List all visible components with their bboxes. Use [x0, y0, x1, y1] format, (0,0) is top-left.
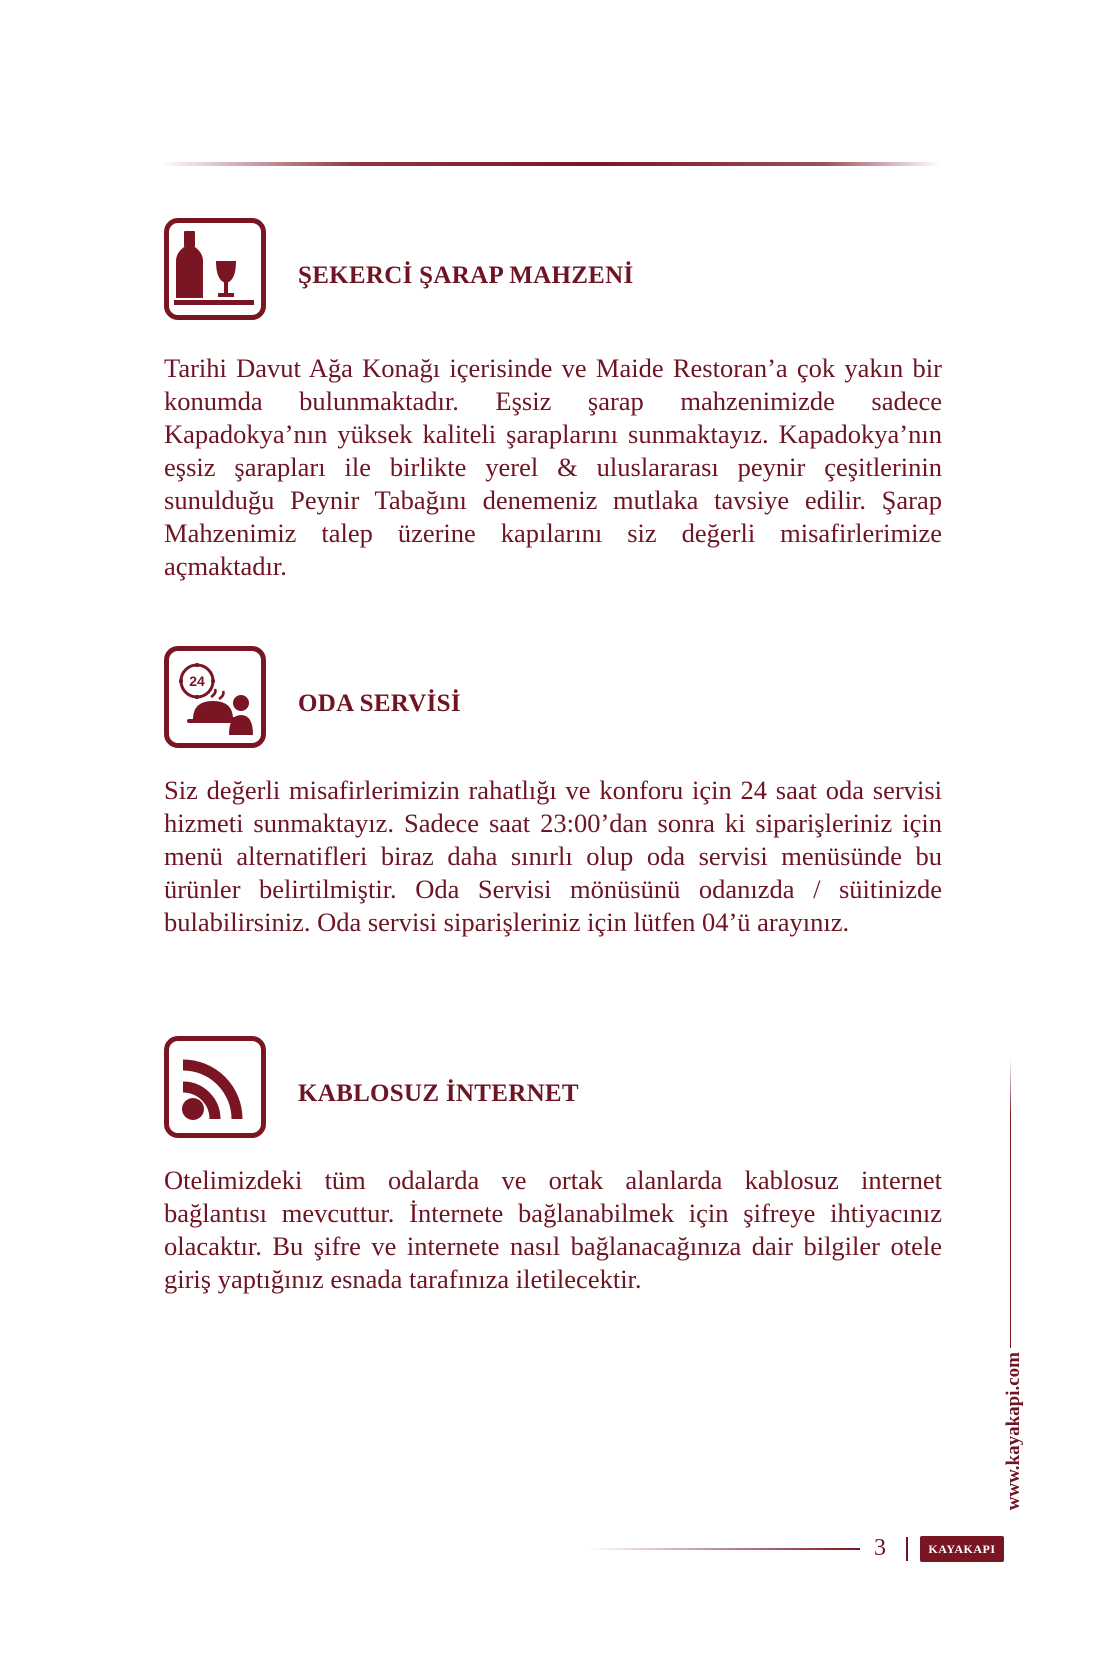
page-number-separator — [906, 1537, 908, 1561]
section-title: ODA SERVİSİ — [298, 690, 461, 717]
section-body: Otelimizdeki tüm odalarda ve ortak alanlarda kablosuz internet bağlantısı mevcuttur. İnternete bağlanabilmek için şifreye ihtiyacınız olacaktır. Bu şifre ve internete nasıl bağlanacağınıza dair bilgiler otele giriş yaptığınız esnada tarafınıza iletilecektir. — [164, 1165, 942, 1294]
service-hours-label: 24 — [189, 673, 205, 689]
section-title: ŞEKERCİ ŞARAP MAHZENİ — [298, 262, 634, 289]
section-body: Siz değerli misafirlerimizin rahatlığı ve konforu için 24 saat oda servisi hizmeti sunmaktayız. Sadece saat 23:00’dan sonra ki siparişleriniz için menü alternatifleri biraz daha sınırlı olup oda servisi menüsünde bu ürünler belirtilmiştir. Oda Servisi mönüsünü odanızda / süitinizde bulabilirsiniz. Oda servisi siparişleriniz için lütfen 04’ü arayınız. — [164, 775, 942, 937]
header-divider — [160, 162, 940, 166]
side-divider — [1010, 1058, 1011, 1348]
wifi-signal-icon — [173, 1045, 257, 1129]
wifi-icon-box — [164, 1036, 266, 1138]
wine-cellar-icon-box — [164, 218, 266, 320]
room-service-icon-box — [164, 646, 266, 748]
section-body: Tarihi Davut Ağa Konağı içerisinde ve Maide Restoran’a çok yakın bir konumda bulunmaktadır. Eşsiz şarap mahzenimizde sadece Kapadokya’nın yüksek kaliteli şaraplarını sunmaktayız. Kapadokya’nın eşsiz şarapları ile birlikte yerel & uluslararası peynir çeşitlerinin sunulduğu Peynir Tabağını denemeniz mutlaka tavsiye edilir. Şarap Mahzenimiz talep üzerine kapılarını siz değerli misafirlerimize açmaktadır. — [164, 353, 942, 581]
hotel-logo — [920, 1536, 1004, 1562]
page-number: 3 — [874, 1535, 886, 1561]
wine-bottle-glass-icon — [173, 227, 257, 311]
hotel-logo-text: KAYAKAPI — [928, 1541, 996, 1556]
room-service-24-icon — [171, 653, 259, 741]
website-link[interactable]: www.kayakapi.com — [1003, 1352, 1024, 1511]
section-title: KABLOSUZ İNTERNET — [298, 1080, 579, 1107]
footer-divider — [588, 1548, 860, 1550]
